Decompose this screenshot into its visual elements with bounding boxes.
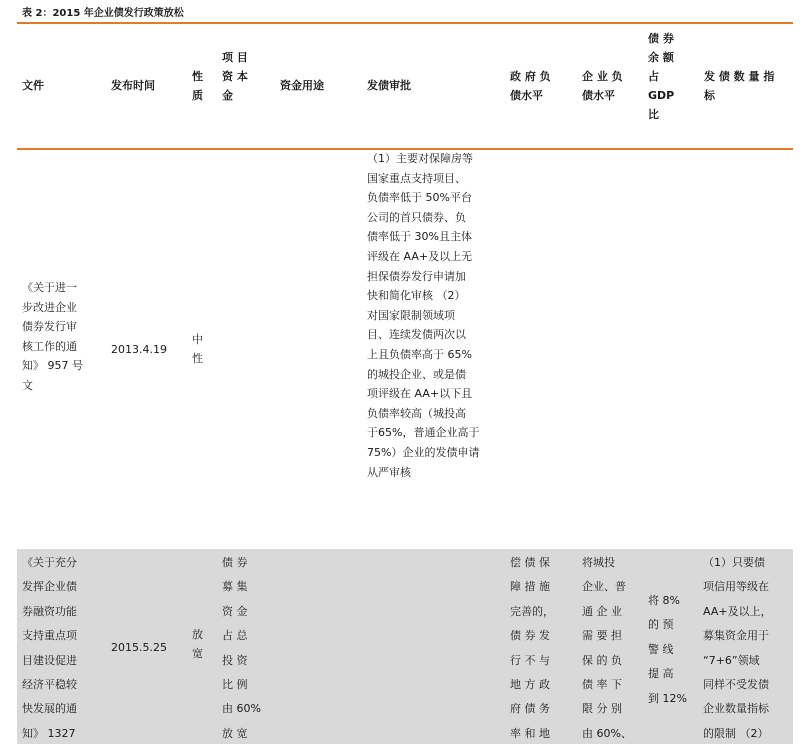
row2-bond-gdp-ratio: 将 8% 的 预 警 线 提 高 到 12% (648, 594, 687, 705)
header-issuance-quota: 发 债 数 量 指 标 (704, 70, 775, 102)
row2-nature: 放 宽 (192, 628, 203, 660)
row1-date: 2013.4.19 (111, 343, 167, 356)
header-document: 文件 (22, 79, 44, 92)
table-caption: 表 2：2015 年企业债发行政策放松 (22, 8, 184, 19)
row2-capital-ratio: 债 券 募 集 资 金 占 总 投 资 比 例 由 60% 放 宽 (222, 556, 261, 740)
header-corporate-debt: 企 业 负 债水平 (582, 70, 623, 102)
row2-corporate-debt: 将城投 企业、普 通 企 业 需 要 担 保 的 负 债 率 下 限 分 别 由 60%、 (582, 556, 632, 740)
row1-approval: （1）主要对保障房等 国家重点支持项目、 负债率低于 50%平台 公司的首只债券、负 债率低于 30%且主体 评级在 AA+及以上无 担保债券发行申请加 快和简化审核 （2） 对国家限制领域项 目、连续发债两次以 上且负债率高于 65% 的城投企业、或是债 项评级在 AA+以下且 负债率较高（城投高 于65%，普通企业高于 75%）企业的发债申请 从严审核 (367, 152, 480, 479)
header-bond-gdp-ratio: 债 券 余 额 占 GDP 比 (648, 32, 675, 121)
row1-document: 《关于进一 步改进企业 债券发行审 核工作的通 知》 957 号 文 (22, 281, 83, 392)
row2-issuance-quota: （1）只要债 项信用等级在 AA+及以上， 募集资金用于 “7+6”领域 同样不受发债 企业数量指标 的限制 （2） (703, 556, 772, 740)
row1-nature: 中 性 (192, 333, 203, 365)
header-nature: 性 质 (192, 70, 203, 102)
row2-date: 2015.5.25 (111, 641, 167, 654)
header-government-debt: 政 府 负 债水平 (510, 70, 551, 102)
header-publish-date: 发布时间 (111, 79, 155, 92)
header-fund-use: 资金用途 (280, 79, 324, 92)
header-top-rule (17, 22, 793, 24)
row2-document: 《关于充分 发挥企业债 券融资功能 支持重点项 目建设促进 经济平稳较 快发展的通 知》 1327 (22, 556, 77, 740)
row2-government-debt: 偿 债 保 障 措 施 完善的， 债 券 发 行 不 与 地 方 政 府 债 务 率 和 地 (510, 556, 554, 740)
header-approval: 发债审批 (367, 79, 411, 92)
header-project-capital-ratio: 项 目 资 本 金 (222, 51, 248, 102)
